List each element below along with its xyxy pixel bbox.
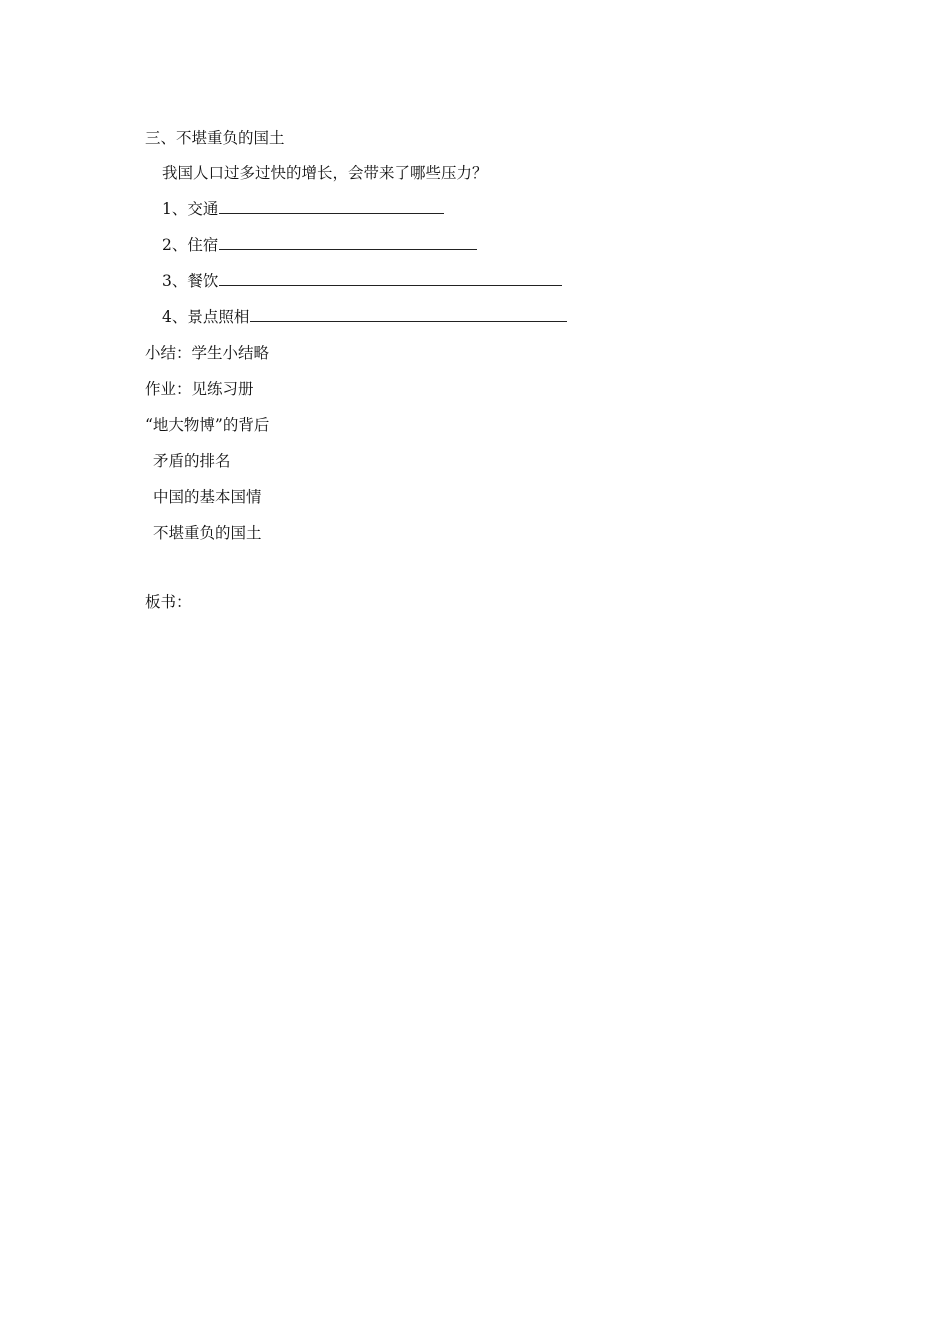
outline-title: “地大物博”的背后: [145, 416, 270, 434]
outline-point: 矛盾的排名: [153, 452, 231, 470]
list-item: [162, 271, 562, 291]
answer-blank: [219, 271, 562, 286]
item-label: 2、住宿: [162, 236, 219, 254]
board-label: 板书：: [145, 593, 192, 611]
outline-point: 不堪重负的国土: [153, 524, 262, 542]
answer-blank: [250, 307, 567, 322]
list-item: [162, 235, 477, 255]
list-item: [162, 199, 444, 219]
section-heading: 三、不堪重负的国土: [145, 129, 285, 147]
summary-line: 小结：学生小结略: [145, 344, 270, 362]
item-label: 4、景点照相: [162, 308, 250, 326]
outline-point: 中国的基本国情: [153, 488, 262, 506]
item-label: 3、餐饮: [162, 272, 219, 290]
list-item: [162, 307, 567, 327]
item-label: 1、交通: [162, 200, 219, 218]
section-question: 我国人口过多过快的增长，会带来了哪些压力？: [162, 164, 488, 182]
answer-blank: [219, 199, 444, 214]
answer-blank: [219, 235, 477, 250]
homework-line: 作业：见练习册: [145, 380, 254, 398]
